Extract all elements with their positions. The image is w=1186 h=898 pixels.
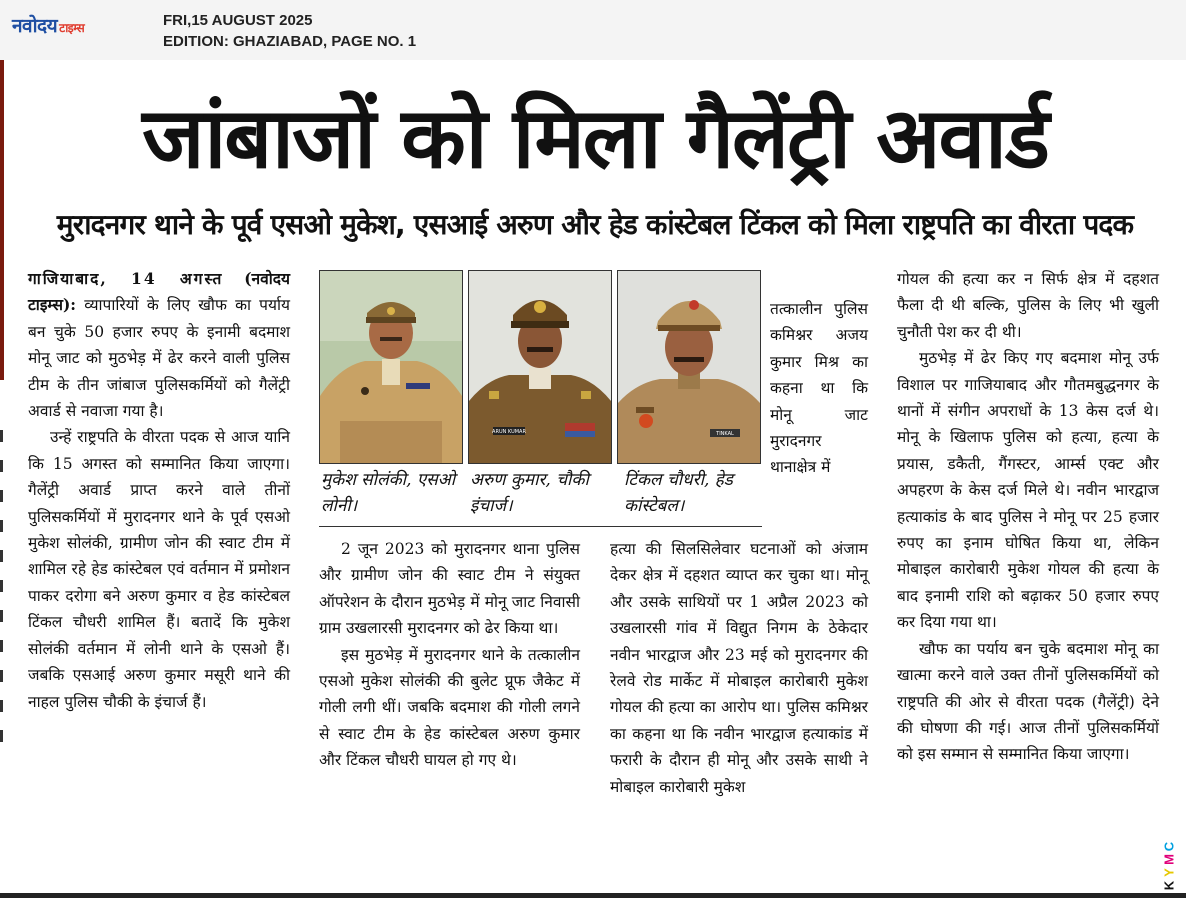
- newspaper-logo[interactable]: [12, 12, 84, 38]
- edition-meta: [163, 10, 416, 52]
- col3-paragraph-1: तत्कालीन पुलिस कमिश्नर अजय कुमार मिश्र का कहना था कि मोनू जाट मुरादनगर थानाक्षेत्र में: [770, 300, 868, 477]
- logo-subtext: टाइम्स: [59, 21, 85, 35]
- dateline: गाजियाबाद, 14 अगस्त: [28, 269, 224, 288]
- photo-caption-1: मुकेश सोलंकी, एसओ लोनी।: [321, 470, 456, 516]
- article-column-3: [610, 536, 868, 800]
- article-column-3-top: [770, 296, 868, 481]
- col2-paragraph-1: 2 जून 2023 को मुरादनगर थाना पुलिस और ग्रामीण जोन की स्वाट टीम ने संयुक्त ऑपरेशन के दौरान मुठभेड़ में मोनू जाट निवासी ग्राम उखलारसी मुरादनगर को ढेर किया था।: [319, 540, 580, 638]
- article-column-4: [897, 266, 1159, 768]
- issue-date: FRI,15 AUGUST 2025: [163, 12, 313, 29]
- photo-section-divider: [319, 526, 762, 527]
- subheadline: मुरादनगर थाने के पूर्व एसओ मुकेश, एसआई अरुण और हेड कांस्टेबल टिंकल को मिला राष्ट्रपति का वीरता पदक: [56, 208, 1134, 241]
- adjacent-page-marks: [0, 430, 4, 760]
- cmyk-print-mark: C M Y K: [1161, 841, 1177, 891]
- edition-info: EDITION: GHAZIABAD, PAGE NO. 1: [163, 33, 417, 50]
- col4-paragraph-1: गोयल की हत्या कर न सिर्फ क्षेत्र में दहशत फैला दी थी बल्कि, पुलिस के लिए भी खुली चुनौती पेश कर दी थी।: [897, 270, 1159, 341]
- name-plate-arun: ARUN KUMAR: [492, 429, 526, 435]
- header-bar: [0, 0, 1186, 61]
- headline: जांबाजों को मिला गैलेंट्री अवार्ड: [142, 89, 1048, 187]
- col2-paragraph-2: इस मुठभेड़ में मुरादनगर थाने के तत्कालीन एसओ मुकेश सोलंकी की बुलेट प्रूफ जैकेट में गोली लगी थीं। जबकि बदमाश की गोली लगने से स्वाट टीम के हेड कांस्टेबल अरुण कुमार और टिंकल चौधरी घायल हो गए थे।: [319, 645, 580, 770]
- col1-paragraph-2: उन्हें राष्ट्रपति के वीरता पदक से आज यानि कि 15 अगस्त को सम्मानित किया जाएगा। गैलेंट्री अवार्ड प्राप्त करने वाले तीनों पुलिसकर्मियों में मुरादनगर थाने के पूर्व एसओ मुकेश सोलंकी, ग्रामीण जोन की स्वाट टीम में शामिल रहे हेड कांस्टेबल एवं वर्तमान में प्रमोशन पाकर दरोगा बने अरुण कुमार व हेड कांस्टेबल टिंकल चौधरी शामिल हैं। बतादें कि मुकेश सोलंकी वर्तमान में लोनी थाने के एसओ हैं। जबकि एसआई अरुण कुमार मसूरी थाने की नाहल पुलिस चौकी के इंचार्ज हैं।: [28, 428, 290, 711]
- photo-caption-2: अरुण कुमार, चौकी इंचार्ज।: [470, 470, 589, 516]
- photo-arun-kumar: [468, 270, 612, 464]
- photo-mukesh-solanki: [319, 270, 463, 464]
- col3-paragraph-2: हत्या की सिलसिलेवार घटनाओं को अंजाम देकर क्षेत्र में दहशत व्याप्त कर चुका था। मोनू और उसके साथियों पर 1 अप्रैल 2023 को उखलारसी गांव में विद्युत निगम के ठेकेदार नवीन भारद्वाज और 23 मई को मुरादनगर की रेलवे रोड मार्केट में मोबाइल कारोबारी मुकेश गोयल की हत्या का आरोप था। पुलिस कमिश्नर का कहना था कि नवीन भारद्वाज हत्याकांड में फरारी के दौरान ही मोनू और उसके साथी ने मोबाइल कारोबारी मुकेश: [610, 540, 868, 796]
- article-column-1: [28, 266, 290, 715]
- col1-paragraph-1: व्यापारियों के लिए खौफ का पर्याय बन चुके 50 हजार रुपए के इनामी बदमाश मोनू जाट को मुठभेड़ में ढेर करने वाली पुलिस टीम के तीन जांबाज पुलिसकर्मियों को गैलेंट्री अवार्ड से नवाजा गया है।: [28, 296, 290, 421]
- logo-text: नवोदय: [12, 15, 58, 37]
- source-tag: (नवोदय टाइम्स):: [28, 269, 290, 315]
- photo-caption-3: टिंकल चौधरी, हेड कांस्टेबल।: [624, 470, 733, 516]
- page-bottom-border: [0, 893, 1186, 898]
- photo-tinkal-chaudhary: [617, 270, 761, 464]
- adjacent-page-edge: [0, 60, 4, 380]
- col4-paragraph-2: मुठभेड़ में ढेर किए गए बदमाश मोनू उर्फ विशाल पर गाजियाबाद और गौतमबुद्धनगर के थानों में संगीन अपराधों के 13 केस दर्ज थे। मोनू के खिलाफ पुलिस को हत्या, हत्या के प्रयास, डकैती, गैंगस्टर, आर्म्स एक्ट और अपहरण के केस दर्ज मिले थे। नवीन भारद्वाज हत्याकांड के बाद पुलिस ने मोनू पर 25 हजार रुपए का इनाम घोषित किया था, लेकिन मोबाइल कारोबारी मुकेश गोयल की हत्या के बाद इनामी राशि को बढ़ाकर 50 हजार रुपए कर दिया गया था।: [897, 349, 1159, 632]
- name-plate-tinkal: TINKAL: [716, 431, 734, 437]
- article-column-2: [319, 536, 580, 774]
- col4-paragraph-3: खौफ का पर्याय बन चुके बदमाश मोनू का खात्मा करने वाले उक्त तीनों पुलिसकर्मियों को राष्ट्रपति की ओर से वीरता पदक (गैलेंट्री) देने की घोषणा की गई। आज तीनों पुलिसकर्मियों को इस सम्मान से सम्मानित किया जाएगा।: [897, 639, 1159, 764]
